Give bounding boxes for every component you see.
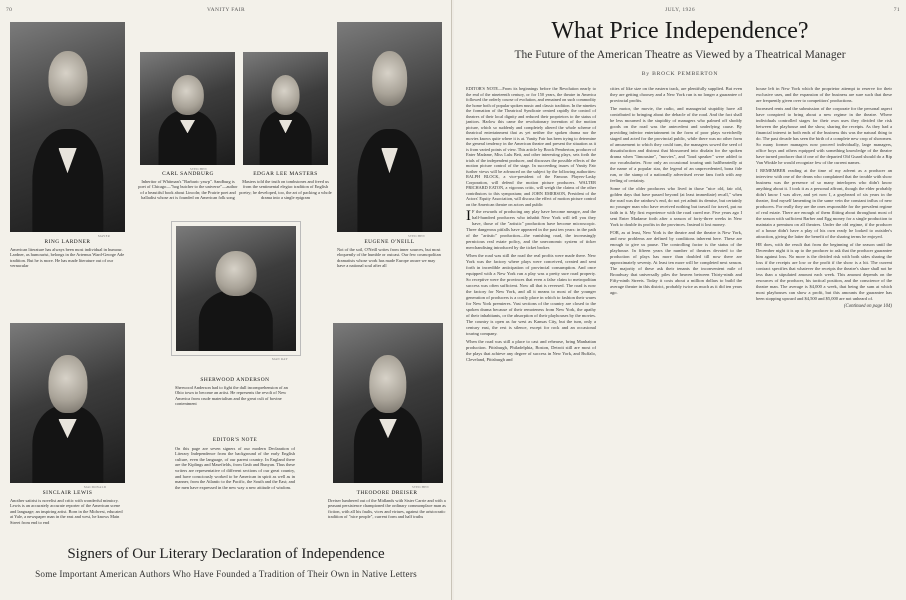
- column-2-paragraph-4: FOR, as at least, New York is the theatre and the theatre is New York, and new problems are defined by conditions inherent here. These are enough to give us pause. The controlling factor is the status of the playhouse. In fifteen years the number of theatres devoted to the production of plays has more than doubled till now there are approximately seventy. At least ten more will be completed next season. The majority of these ask their tenants the inconvenient mile of Broadway that universally piles the heaven between Thirty-ninth and Fifty-ninth Streets. Today it costs about a million dollars to build the average theatre in this district, probably twice as much as it did ten years ago.: [610, 230, 742, 295]
- article-column-2: [610, 86, 742, 298]
- photo-credit-lewis: MACDONALD: [84, 485, 107, 489]
- article-subtitle: The Future of the American Theatre as Viewed by a Theatrical Manager: [514, 49, 846, 61]
- column-3-paragraph-4: HE does, with the result that from the beginning of the season until the December night it is up to the producer to ask that the producer guarantee him against loss. No more is the divided risk with both sides sharing the loss if the receipts are low or the profit if the show is a hit. The current contract specifies that whatever the receipts the theatre's share shall not be less than a stipulated amount each week. This amount depends on the resources of the producer, his tactical position, and the conscience of the theatre man. The average is $4,000 a week, that being the sum at which most playhouses can show a profit, but this amounts the guarantee has been stopping upward and $4,500 and $5,000 are not unheard of.: [756, 242, 892, 301]
- caption-sinclair-lewis: [10, 491, 125, 526]
- caption-ring-lardner: [10, 240, 125, 269]
- caption-sherwood-anderson: [175, 378, 295, 407]
- portrait-sinclair-lewis: [10, 323, 125, 483]
- article-editors-note: EDITOR'S NOTE—From its beginnings before the Revolution nearly to the end of the nineteenth century, or for 150 years, the theatre in America followed the orderly course of evolution, and remained on such commodity the home both of popular spoken music and classic tradition. In the nineties the formation of the Theatrical Syndicate centred rapidly the control of theatres of their local dignity and reduced their proprietors to the status of janitors. Harlow this came the revolutionary invention of the motion picture, which so suddenly and completely altered the whole scheme of theatrical entertainment that as yet neither the spoken drama nor the movies knows quite where it is at. Vanity Fair has been trying to determine the general tendency in the American theatre and present the situation as it is from varied points of view. This article by Brock Pemberton, producer of Enter Madame, Miss Lulu Bett, and other interesting plays, sets forth the trials of the independent producer, and discusses the possible effects of the motion picture control of the stage. In succeeding issues of Vanity Fair further views will be advanced on the subject by the following authorities: RALPH BLOCK, a vice-president of the Famous Players-Lasky Corporation, will defend the motion picture producers. WALTER PRICHARD EATON, a vigorous critic, will weigh the claims of the other contributors to this symposium; and JOHN EMERSON, President of the Actors' Equity Association, will discuss the effect of motion picture control on the American theatre on actors and public: [466, 86, 596, 207]
- caption-name-lardner: RING LARDNER: [44, 239, 91, 245]
- portrait-edgar-lee-masters: [243, 52, 328, 165]
- continued-on-page[interactable]: (Continued on page 104): [843, 304, 892, 309]
- caption-carl-sandburg: [138, 172, 238, 201]
- caption-text-oneill: Not of the soil, O'Neill writes from inner sources, but most eloquently of the humble or outcast. Our few cosmopolitan dramatists whose work has made Europe aware we may have a national soul after all: [337, 246, 441, 269]
- left-headline: Signers of Our Literary Declaration of Independence: [67, 546, 385, 562]
- caption-text-lardner: American literature has always been most individual in humour. Lardner, as humourist, belongs in the Artemus Ward-George Ade tradition. But he is more. He has made literature out of our vernacular: [10, 246, 125, 269]
- caption-name-oneill: EUGENE O'NEILL: [364, 239, 415, 245]
- caption-name-dreiser: THEODORE DREISER: [356, 490, 418, 496]
- column-3-paragraph-2: Increased rents and the submission of the corporate for the personal aspect have conspired to bring about a new regime in the theatre. Where individuals controlled stages for their own uses they divided the risk between the playhouse and the show, sharing the receipts. As they had a financial interest in both ends of the business this was the natural thing to do. The past decade has seen the birth of a complete new crop of showmen. So many former managers now proceed individually, large managers, office boys and others equipped with something knowledge of the theatre have turned producer that if one of the departed Old Guard should do a Rip Van Winkle he would recognize few of the current names.: [756, 106, 892, 165]
- article-title: What Price Independence?: [551, 18, 809, 44]
- portrait-ring-lardner: [10, 22, 125, 232]
- dropcap-letter: I: [466, 208, 471, 224]
- portrait-theodore-dreiser: [333, 323, 443, 483]
- column-1-paragraph-3: When the road was still a place to cast and rehearse, bring Manhattan production. Pittsburgh, Philadelphia, Boston, Detroit still are most of the plays that achieve any degree of success in New York, and Buffalo, Cleveland, Pittsburgh and: [466, 339, 596, 362]
- portrait-carl-sandburg: [140, 52, 235, 165]
- portrait-eugene-oneill: [337, 22, 442, 232]
- column-1-paragraph-1-text: F the rewards of producing any play have become meagre, and the half-hundred producers who inhabit New York will tell you they have, those of the "artistic" production have become microscopic. Three dangerous pitfalls have appeared in the past ten years: in the path of the "artistic" production—the vanishing road, the increasingly pernicious real estate policy, and the uneconomic system of ticker merchandising introduced by the ticket broker.: [466, 209, 596, 250]
- photo-credit-oneill: STEICHEN: [408, 234, 425, 238]
- caption-text-masters: Masters told the truth on tombstones and freed us from the sentimental elegiac tradition of English poetry; he developed, too, the art of packing a whole drama into a single epigram: [239, 178, 332, 201]
- left-editors-note-heading: EDITOR'S NOTE: [212, 437, 258, 443]
- photo-credit-dreiser: STEICHEN: [412, 485, 429, 489]
- magazine-name: VANITY FAIR: [206, 7, 246, 13]
- column-3-paragraph-3: I REMEMBER reading at the time of my advent as a producer an interview with one of the deans who complained that the trouble with show business was the presence of so many interlopers who didn't know anything about it. I took it as a personal affront, though the elder probably didn't know I was alive, and yet now I, a graybeard of six years in the theatre, find myself lamenting in the same vein the constant influx of new producers. For really they are the ones responsible for the prevalent regime of real estate. There are enough of them flitting about throughout most of the season with sufficient Barber and Egg money for a single production to maintain a premium on all theatres. Under the old regime, if the producer of a house didn't have a play of his own ready he looked to outsider's attraction, giving the latter the benefit of the sharing terms he enjoyed.: [756, 168, 892, 239]
- column-2-paragraph-3: Some of the older producers who lived in those "nice old, fair old, golden days that have passed beyond (at least immediate) recall," when the road was the rainbow's end, do not yet admit its demise, but certainly no younger man who have received nothing but travail for travel, put no faith in it. My first experience with the road cured me. Five years ago I sent Enter Madame forth after a season of forty-three weeks in New York to double its profits in the provinces. Instead it lost money.: [610, 186, 742, 227]
- caption-theodore-dreiser: [328, 491, 446, 520]
- right-folio: 71: [893, 7, 900, 13]
- caption-text-dreiser: Dreiser lumbered out of the Midlands with Sister Carrie and with a peasant persistence championed the ordinary commonplace man as fiction, with all his faults, vices and virtues, against the aristocratic tradition of "nice people", current form and half truths: [328, 497, 446, 520]
- right-page: [454, 0, 906, 600]
- left-subheadline: Some Important American Authors Who Have Founded a Tradition of Their Own in Native Letters: [35, 569, 417, 579]
- photo-credit-sandburg: STEICHEN: [190, 167, 207, 171]
- article-column-1: [466, 86, 596, 365]
- article-column-3: [756, 86, 892, 312]
- caption-text-anderson: Sherwood Anderson had to fight the dull incomprehension of an Ohio town to become an artist. He represents the revolt of New America from crude materialism and the great cult of bovine contentment: [175, 384, 288, 407]
- column-2-paragraph-2: The motor, the movie, the radio, and managerial stupidity have all contributed to bringing about the debacle of the road. And the fact shall be less mourned is the stupidity of managers who palmed off shoddy goods on the road was the antecedent and underlying cause. By providing inferior entertainment in the form of poor plays wretchedly staged and acted for the provincial public, while there was no other form of amusement to which they could turn, the managers sowed the seed of dissatisfaction and distrust that blossomed into disdain for the spoken drama when "limousine", "movies", and "loud speaker" were added to our vocabularies. Now only an occasional touring unit halfheartedly at the name of a popular star, the legend of an unprecedented, bona fide run, or the stamp of a nationally advertised revue fans forth with any feeling of certainty.: [610, 106, 742, 183]
- left-editors-note: [175, 438, 295, 490]
- photo-credit-lardner: MAYER: [98, 234, 111, 238]
- left-folio: 70: [6, 7, 13, 13]
- caption-eugene-oneill: [337, 240, 442, 269]
- caption-edgar-lee-masters: [238, 172, 333, 201]
- caption-text-sandburg: Inheritor of Whitman's "Barbaric yawp". Sandburg is poet of Chicago—"hog butcher to the universe"—author of a beautiful book about Lincoln; the Prairie poet and balladist whose art is founded on American folk song: [138, 178, 238, 201]
- column-3-paragraph-1: house left in New York which the proprietor attempt to reserve for their exclusive uses, and the expansion of the business are sure such that these are frequently given over to competitors' productions.: [756, 86, 892, 103]
- caption-name-sandburg: CARL SANDBURG: [162, 171, 214, 177]
- article-byline: By BROCK PEMBERTON: [641, 71, 719, 77]
- caption-name-masters: EDGAR LEE MASTERS: [253, 171, 318, 177]
- caption-name-lewis: SINCLAIR LEWIS: [42, 490, 93, 496]
- portrait-sherwood-anderson: [172, 222, 300, 355]
- caption-name-anderson: SHERWOOD ANDERSON: [200, 377, 270, 383]
- photo-credit-anderson: MAN RAY: [272, 357, 288, 361]
- caption-text-lewis: Another satirist is novelist and critic with wonderful mimicry. Lewis is an accurately accurate reporter of the American scene and language; an inspiring artist. Born in the Midwest, educated at Yale, a newspaper man in the east and west, he knows Main Street from end to end: [10, 497, 123, 525]
- left-editors-note-text: On this page are seven signers of our modern Declaration of Literary Independence from the background of the early English culture, even the language, of our parent country. In England there are the Kiplings and Masefields, from Grub and Bunyan. Thus these writers are representative of different sections of our great country, and have consciously worked to be American in spirit as well as in manner, from the Atlantic to the Pacific, the South and the East; and the men have expressed in the new way a new attitude of wisdom.: [175, 445, 295, 490]
- column-1-paragraph-2: When the road was still the road the real profits were made there. New York was the factory where plays were conceived, created and sent forth in incredible anticipation of provincial consumption. And once equipped with a New York run a play was a pretty sure road property. So receptive were the provinces that even a false claim to metropolitan success was often sufficient. Now all that is reversed. The road is now the factory for New York, and all it means to most of the younger generation of producers is a costly place in which to fashion their wares for New York premieres. Vast sections of the country are closed to the spoken drama because of their remoteness from New York, the apathy of their inhabitants, or the absorption of their playhouses by the movies. The country is open as far west as Kansas City, but the turn, only a century east, the rest is silence, except for rock and an occasional touring company.: [466, 253, 596, 336]
- left-page: [0, 0, 452, 600]
- column-1-paragraph-1: [466, 209, 596, 251]
- column-2-paragraph-1: cities of like size on the eastern track, are plentifully supplied. But even they are getting choosey and a New York run is no longer a guarantee of provincial profits.: [610, 86, 742, 103]
- issue-date: JULY, 1926: [665, 7, 695, 13]
